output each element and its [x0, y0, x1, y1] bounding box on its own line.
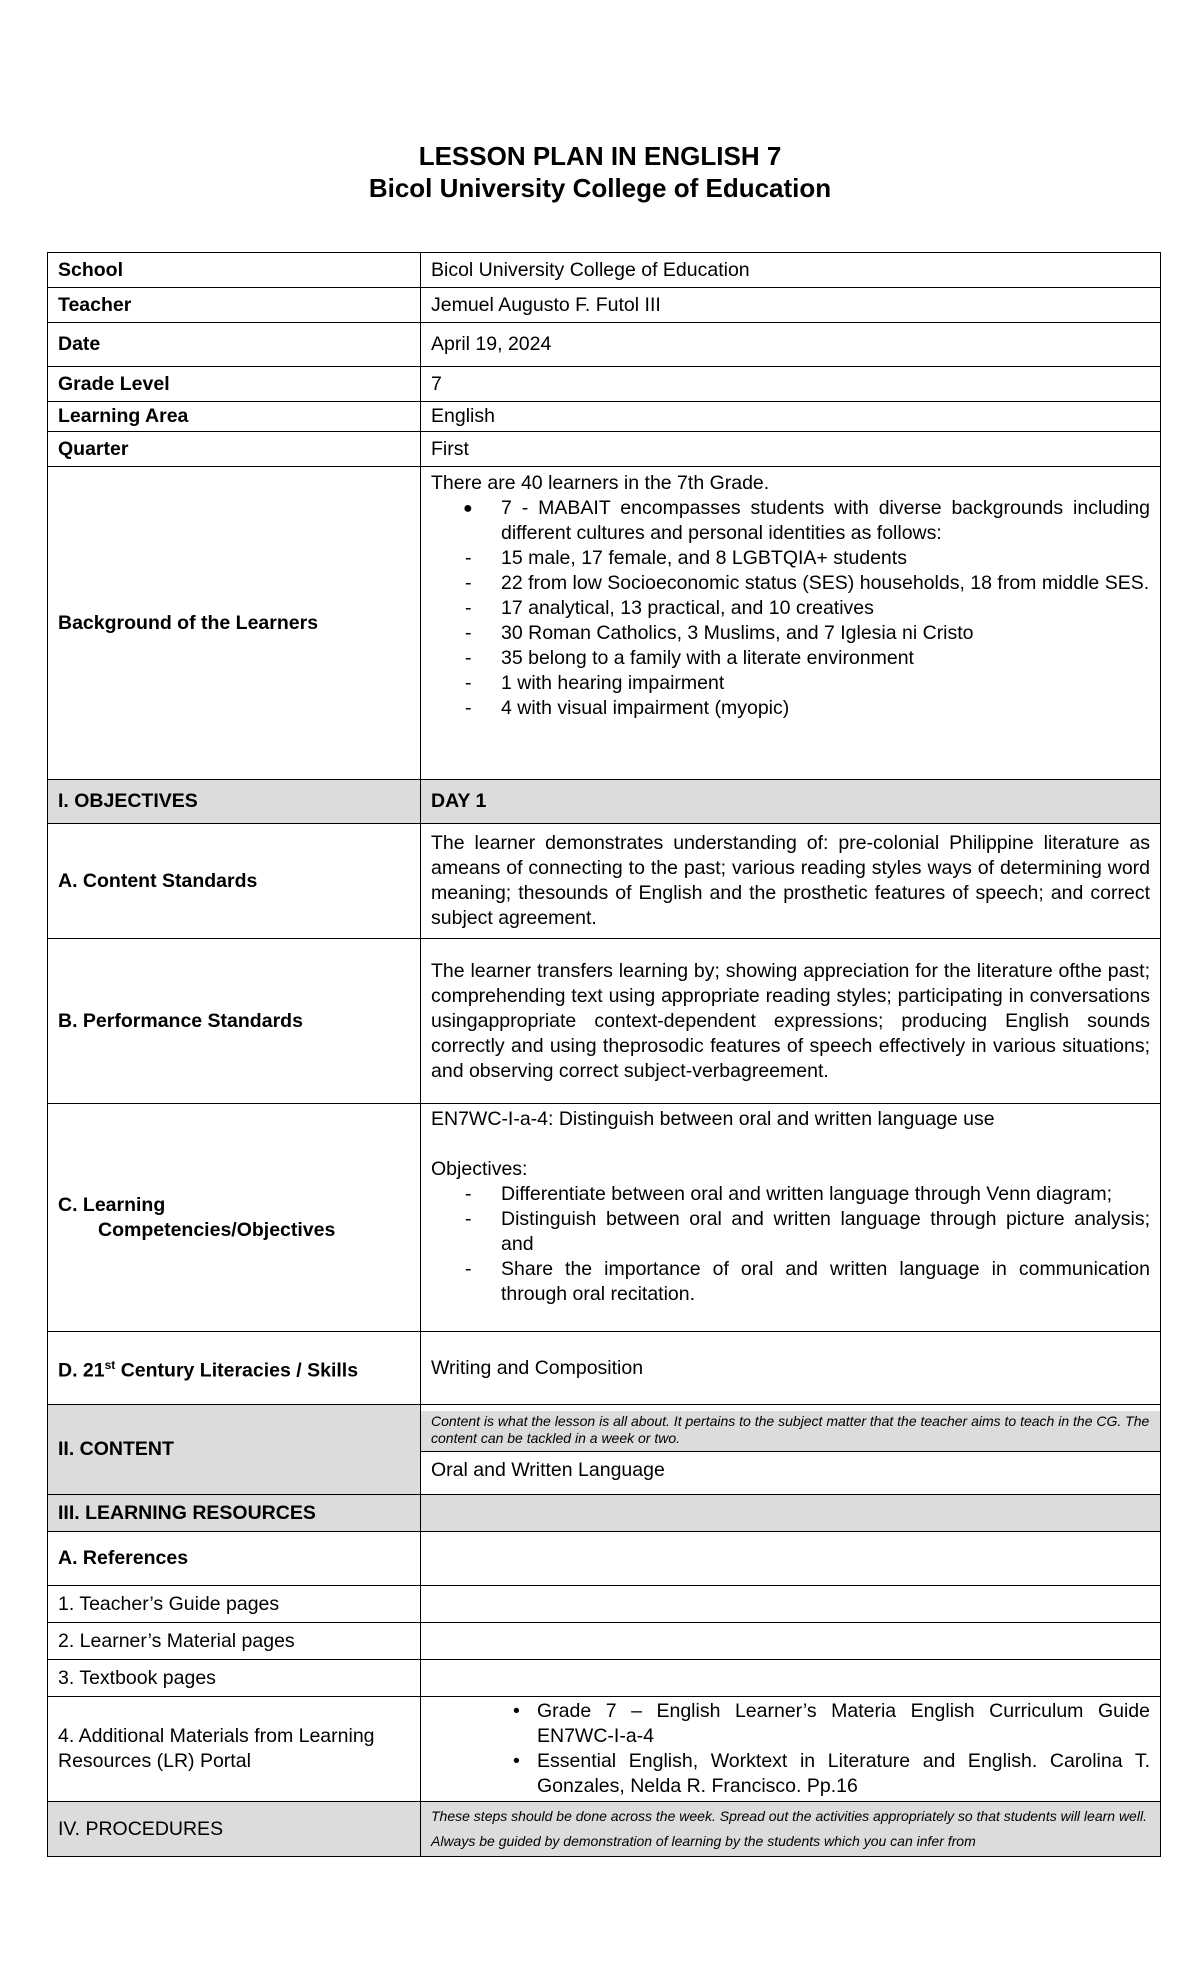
row-teachers-guide	[48, 1586, 1161, 1623]
school-value: Bicol University College of Education	[421, 253, 1161, 288]
literacies-label-sup: st	[104, 1357, 116, 1372]
content-value	[421, 1405, 1161, 1495]
learners-material-label: 2. Learner’s Material pages	[48, 1623, 421, 1660]
row-references	[48, 1532, 1161, 1586]
content-note: Content is what the lesson is all about. It pertains to the subject matter that the teacher aims to teach in the CG. The content can be tackled in a week or two.	[421, 1411, 1160, 1452]
competencies-label-line2: Competencies/Objectives	[98, 1218, 336, 1241]
row-teacher	[48, 288, 1161, 323]
learning-resources-value	[421, 1495, 1161, 1532]
references-label: A. References	[48, 1532, 421, 1586]
list-item: - 4 with visual impairment (myopic)	[431, 696, 1150, 721]
row-grade	[48, 367, 1161, 402]
row-learning-area	[48, 402, 1161, 432]
objectives-label: I. OBJECTIVES	[48, 780, 421, 824]
list-item: - 1 with hearing impairment	[431, 671, 1150, 696]
lesson-plan-table	[47, 252, 1161, 1857]
date-label: Date	[48, 323, 421, 367]
background-value	[421, 467, 1161, 780]
procedures-note: These steps should be done across the week. Spread out the activities appropriately so that students will learn well. Always be guided by demonstration of learning by the students which you can infer from	[421, 1802, 1161, 1857]
additional-materials-value	[421, 1697, 1161, 1802]
quarter-label: Quarter	[48, 432, 421, 467]
row-objectives-header	[48, 780, 1161, 824]
performance-standards-label: B. Performance Standards	[48, 939, 421, 1104]
learning-area-value: English	[421, 402, 1161, 432]
list-item: - 35 belong to a family with a literate environment	[431, 646, 1150, 671]
background-bullet-list	[431, 496, 1150, 546]
document-title: LESSON PLAN IN ENGLISH 7	[418, 141, 782, 171]
list-item: - 22 from low Socioeconomic status (SES) households, 18 from middle SES.	[431, 571, 1150, 596]
teacher-value: Jemuel Augusto F. Futol III	[421, 288, 1161, 323]
teachers-guide-label: 1. Teacher’s Guide pages	[48, 1586, 421, 1623]
row-school	[48, 253, 1161, 288]
row-additional-materials	[48, 1697, 1161, 1802]
date-value: April 19, 2024	[421, 323, 1161, 367]
competencies-value	[421, 1104, 1161, 1332]
row-procedures	[48, 1802, 1161, 1857]
list-item: • Essential English, Worktext in Literature and English. Carolina T. Gonzales, Nelda R. Francisco. Pp.16	[431, 1749, 1150, 1799]
content-standards-label: A. Content Standards	[48, 824, 421, 939]
procedures-label: IV. PROCEDURES	[48, 1802, 421, 1857]
background-list	[431, 546, 1150, 721]
background-intro: There are 40 learners in the 7th Grade.	[431, 472, 770, 494]
row-content-standards	[48, 824, 1161, 939]
competencies-label-line1: C. Learning	[58, 1193, 166, 1216]
content-topic: Oral and Written Language	[431, 1458, 665, 1481]
row-textbook	[48, 1660, 1161, 1697]
row-content	[48, 1405, 1161, 1495]
objectives-list	[431, 1182, 1150, 1307]
background-bullet: ● 7 - MABAIT encompasses students with diverse backgrounds including different cultures and personal identities as follows:	[431, 496, 1150, 546]
literacies-label	[48, 1332, 421, 1405]
content-label: II. CONTENT	[48, 1405, 421, 1495]
grade-value: 7	[421, 367, 1161, 402]
row-performance-standards	[48, 939, 1161, 1104]
objectives-heading: Objectives:	[431, 1158, 528, 1180]
row-date	[48, 323, 1161, 367]
row-learners-material	[48, 1623, 1161, 1660]
list-item: - 30 Roman Catholics, 3 Muslims, and 7 Iglesia ni Cristo	[431, 621, 1150, 646]
background-label: Background of the Learners	[48, 467, 421, 780]
textbook-value	[421, 1660, 1161, 1697]
row-learning-resources	[48, 1495, 1161, 1532]
competencies-label	[48, 1104, 421, 1332]
document-subtitle: Bicol University College of Education	[368, 173, 832, 203]
learning-area-label: Learning Area	[48, 402, 421, 432]
row-background	[48, 467, 1161, 780]
list-item: - 17 analytical, 13 practical, and 10 creatives	[431, 596, 1150, 621]
teacher-label: Teacher	[48, 288, 421, 323]
additional-materials-label: 4. Additional Materials from Learning Resources (LR) Portal	[48, 1697, 421, 1802]
list-item: • Grade 7 – English Learner’s Materia English Curriculum Guide EN7WC-I-a-4	[431, 1699, 1150, 1749]
list-item: - 15 male, 17 female, and 8 LGBTQIA+ students	[431, 546, 1150, 571]
list-item: - Share the importance of oral and written language in communication through oral recitation.	[431, 1257, 1150, 1307]
learners-material-value	[421, 1623, 1161, 1660]
teachers-guide-value	[421, 1586, 1161, 1623]
list-item: - Distinguish between oral and written language through picture analysis; and	[431, 1207, 1150, 1257]
list-item: - Differentiate between oral and written language through Venn diagram;	[431, 1182, 1150, 1207]
grade-label: Grade Level	[48, 367, 421, 402]
content-standards-text: The learner demonstrates understanding of: pre-colonial Philippine literature as ameans of connecting to the past; various reading styles ways of determining word meaning; thesounds of English and the prosthetic features of speech; and correct subject agreement.	[421, 824, 1161, 939]
textbook-label: 3. Textbook pages	[48, 1660, 421, 1697]
literacies-value: Writing and Composition	[421, 1332, 1161, 1405]
row-literacies	[48, 1332, 1161, 1405]
literacies-label-suffix: Century Literacies / Skills	[115, 1359, 359, 1382]
learning-resources-label: III. LEARNING RESOURCES	[48, 1495, 421, 1532]
literacies-label-prefix: D. 21	[58, 1359, 105, 1382]
school-label: School	[48, 253, 421, 288]
competency-code: EN7WC-I-a-4: Distinguish between oral and written language use	[431, 1108, 995, 1130]
performance-standards-text: The learner transfers learning by; showing appreciation for the literature ofthe past; comprehending text using appropriate reading styles; participating in conversations usingappropriate context-dependent expressions; producing English sounds correctly and using theprosodic features of speech effectively in various situations; and observing correct subject-verbagreement.	[421, 939, 1161, 1104]
additional-materials-list	[431, 1699, 1150, 1799]
quarter-value: First	[421, 432, 1161, 467]
row-quarter	[48, 432, 1161, 467]
references-value	[421, 1532, 1161, 1586]
day-label: DAY 1	[421, 780, 1161, 824]
row-competencies	[48, 1104, 1161, 1332]
document-header	[0, 140, 1200, 204]
